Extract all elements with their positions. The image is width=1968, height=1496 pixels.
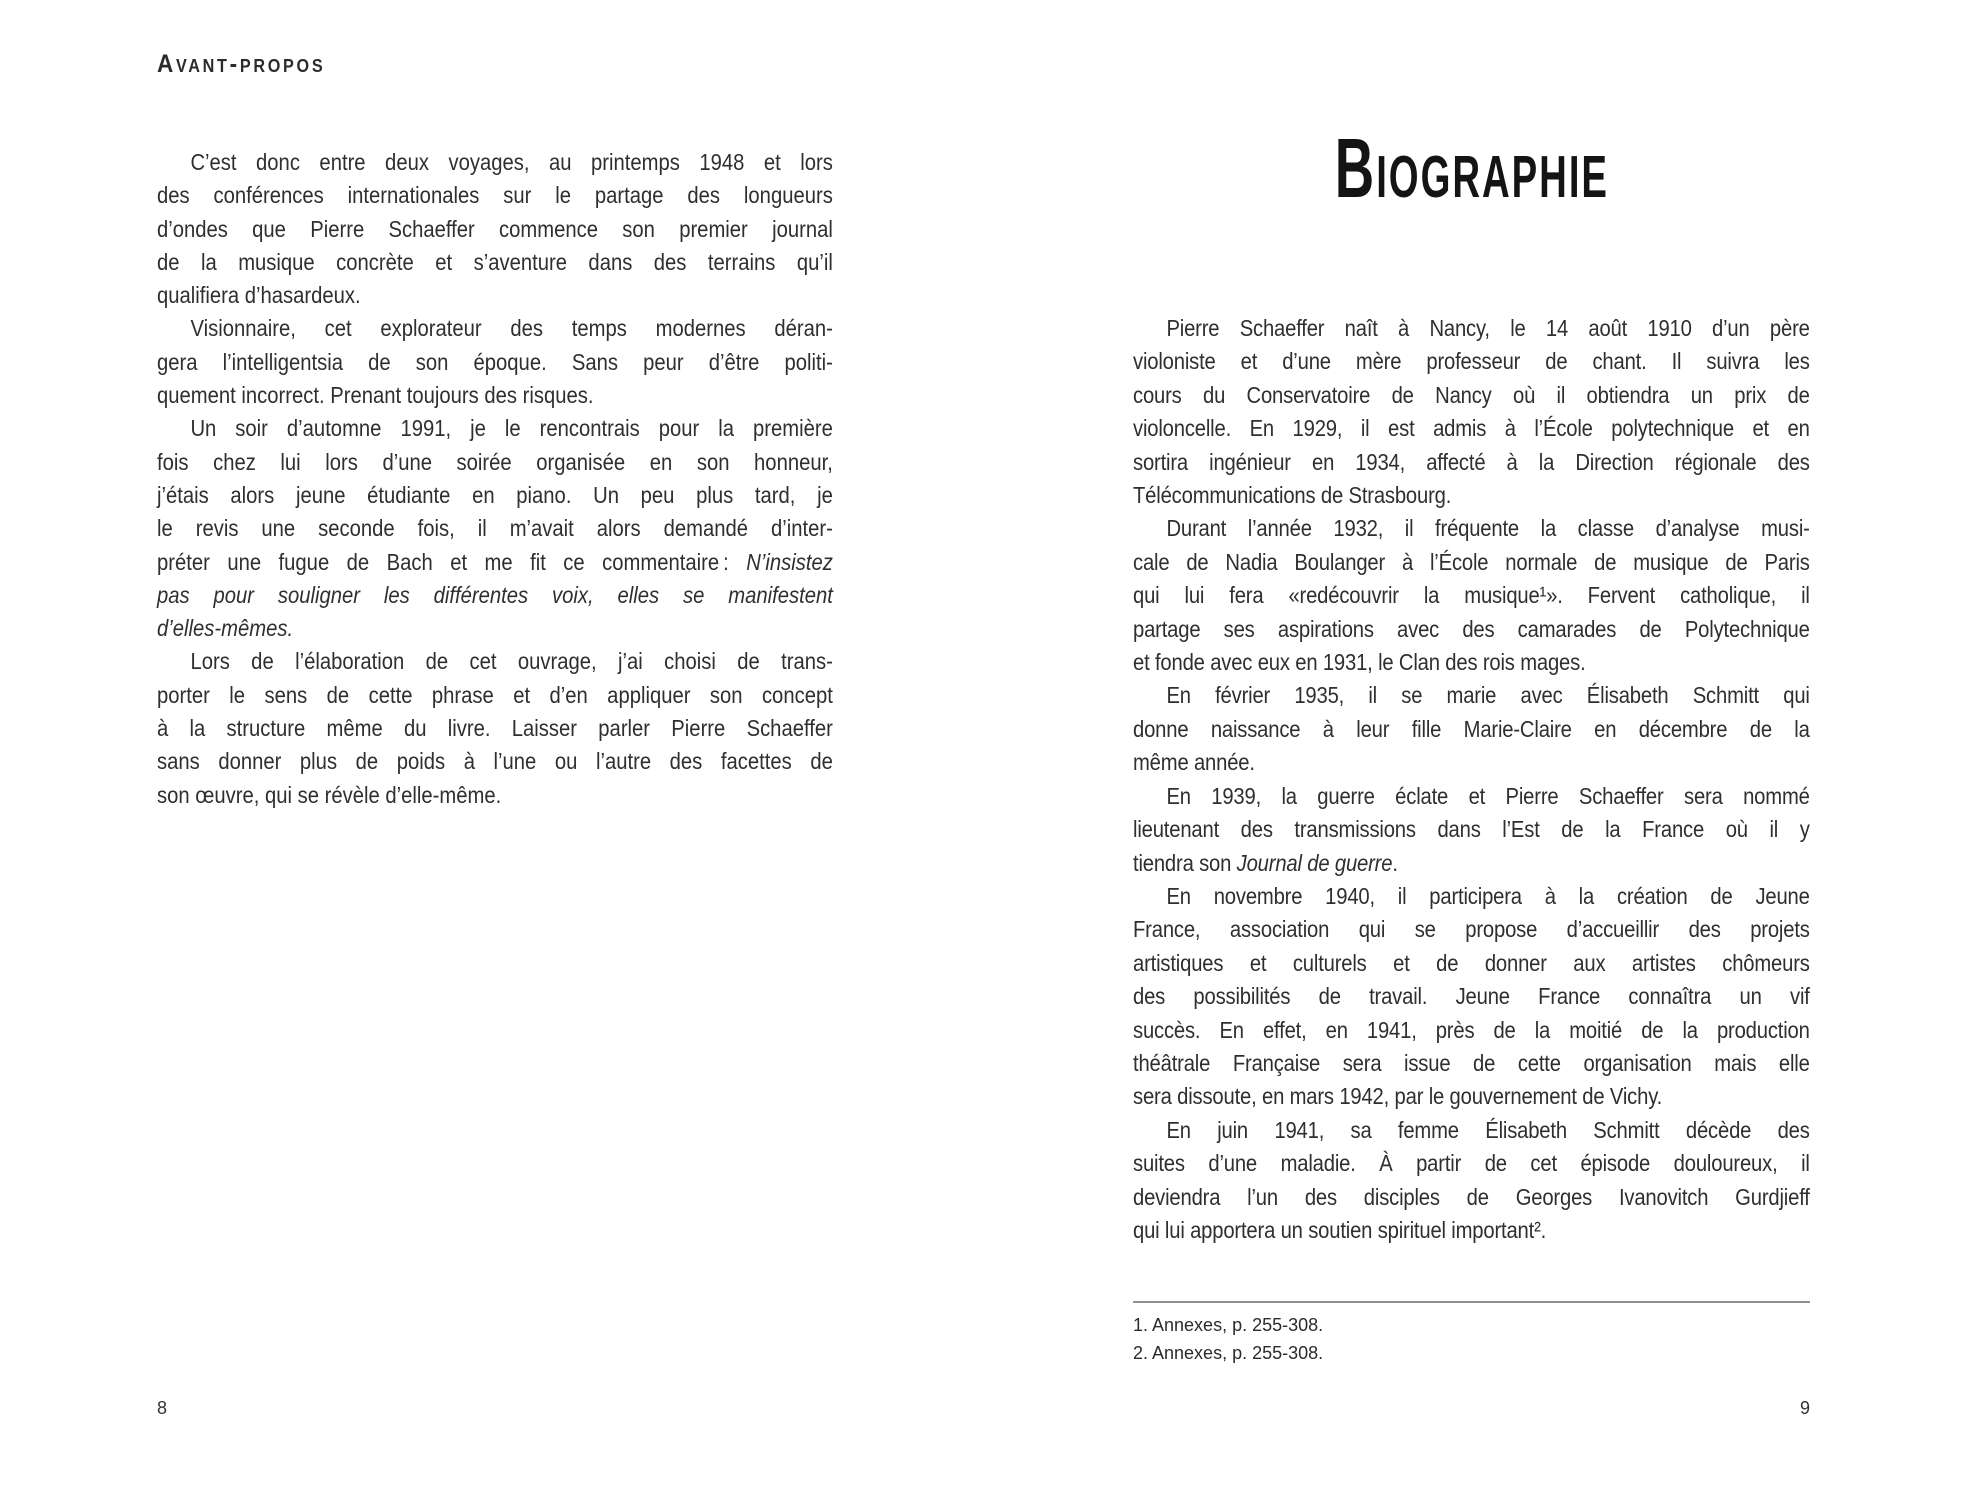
- text-line: En février 1935, il se marie avec Élisabeth Schmitt qui: [1166, 682, 1810, 709]
- text-line: succès. En effet, en 1941, près de la moitié de la production: [1133, 1016, 1810, 1043]
- text-line: à la structure même du livre. Laisser parler Pierre Schaeffer: [157, 715, 833, 742]
- text-line: préter une fugue de Bach et me fit ce commentaire : N’insistez: [157, 548, 833, 575]
- text-line: En novembre 1940, il participera à la création de Jeune: [1166, 882, 1810, 909]
- text-line: le revis une seconde fois, il m’avait alors demandé d’inter-: [157, 515, 833, 542]
- text-line: lieutenant des transmissions dans l’Est de la France où il y: [1133, 816, 1810, 843]
- text-line: Durant l’année 1932, il fréquente la classe d’analyse musi-: [1166, 515, 1810, 542]
- paragraph: [157, 412, 833, 645]
- text-line: j’étais alors jeune étudiante en piano. Un peu plus tard, je: [157, 481, 833, 508]
- paragraph: [1133, 512, 1810, 679]
- text-line: Télécommunications de Strasbourg.: [1133, 482, 1452, 509]
- paragraph: [157, 312, 833, 412]
- text-line: C’est donc entre deux voyages, au printemps 1948 et lors: [190, 149, 833, 175]
- text-line: sans donner plus de poids à l’une ou l’autre des facettes de: [157, 748, 833, 775]
- text-line: qualifiera d’hasardeux.: [157, 282, 361, 309]
- chapter-title-text: Biographie: [1334, 121, 1609, 215]
- text-line: et fonde avec eux en 1931, le Clan des rois mages.: [1133, 649, 1586, 676]
- text-line: France, association qui se propose d’accueillir des projets: [1133, 916, 1810, 943]
- text-line: porter le sens de cette phrase et d’en appliquer son concept: [157, 681, 833, 708]
- paragraph: [1133, 679, 1810, 779]
- text-line: donne naissance à leur fille Marie-Claire en décembre de la: [1133, 715, 1810, 742]
- chapter-title: [1133, 121, 1810, 215]
- paragraph: [1133, 1114, 1810, 1248]
- text-line: d’elles-mêmes.: [157, 615, 294, 642]
- left-page-body: [157, 146, 833, 812]
- paragraph: [1133, 312, 1810, 512]
- text-line: théâtrale Française sera issue de cette organisation mais elle: [1133, 1049, 1810, 1076]
- footnote-2: 2. Annexes, p. 255-308.: [1133, 1343, 1324, 1363]
- text-line: Pierre Schaeffer naît à Nancy, le 14 août 1910 d’un père: [1166, 315, 1810, 341]
- paragraph: [1133, 880, 1810, 1114]
- text-line: artistiques et culturels et de donner aux artistes chômeurs: [1133, 949, 1810, 976]
- text-line: deviendra l’un des disciples de Georges Ivanovitch Gurdjieff: [1133, 1183, 1810, 1210]
- text-line: des possibilités de travail. Jeune France connaîtra un vif: [1133, 983, 1810, 1010]
- text-line: En juin 1941, sa femme Élisabeth Schmitt décède des: [1166, 1116, 1810, 1143]
- text-line: violoniste et d’une mère professeur de chant. Il suivra les: [1133, 348, 1810, 375]
- text-line: En 1939, la guerre éclate et Pierre Schaeffer sera nommé: [1166, 782, 1810, 809]
- footnote-1: 1. Annexes, p. 255-308.: [1133, 1315, 1324, 1335]
- text-line: quement incorrect. Prenant toujours des risques.: [157, 382, 594, 409]
- text-line: cours du Conservatoire de Nancy où il obtiendra un prix de: [1133, 381, 1810, 408]
- paragraph: [1133, 780, 1810, 880]
- text-line: son œuvre, qui se révèle d’elle-même.: [157, 781, 502, 808]
- text-line: de la musique concrète et s’aventure dans des terrains qu’il: [157, 248, 833, 275]
- text-line: même année.: [1133, 749, 1255, 776]
- text-line: d’ondes que Pierre Schaeffer commence son premier journal: [157, 215, 833, 242]
- text-line: Lors de l’élaboration de cet ouvrage, j’ai choisi de trans-: [190, 648, 833, 675]
- right-page-body: [1133, 312, 1810, 1247]
- paragraph: [157, 146, 833, 312]
- running-header-text: Avant-propos: [157, 50, 326, 78]
- text-line: Un soir d’automne 1991, je le rencontrais pour la première: [190, 415, 833, 442]
- text-line: Visionnaire, cet explorateur des temps modernes déran-: [190, 315, 833, 342]
- text-line: sortira ingénieur en 1934, affecté à la Direction régionale des: [1133, 448, 1810, 475]
- text-line: tiendra son Journal de guerre.: [1133, 849, 1398, 876]
- text-line: qui lui apportera un soutien spirituel important².: [1133, 1216, 1547, 1243]
- text-line: sera dissoute, en mars 1942, par le gouvernement de Vichy.: [1133, 1083, 1663, 1110]
- text-line: fois chez lui lors d’une soirée organisée en son honneur,: [157, 448, 833, 475]
- text-line: violoncelle. En 1929, il est admis à l’École polytechnique et en: [1133, 415, 1810, 442]
- running-header: [157, 50, 344, 79]
- footnotes: [1133, 1301, 1810, 1367]
- page-number-right: 9: [1799, 1398, 1810, 1418]
- paragraph: [157, 645, 833, 811]
- text-line: gera l’intelligentsia de son époque. Sans peur d’être politi-: [157, 348, 833, 375]
- text-line: des conférences internationales sur le partage des longueurs: [157, 182, 833, 209]
- text-line: pas pour souligner les différentes voix, elles se manifestent: [157, 581, 833, 608]
- text-line: partage ses aspirations avec des camarades de Polytechnique: [1133, 615, 1810, 642]
- text-line: cale de Nadia Boulanger à l’École normale de musique de Paris: [1133, 548, 1810, 575]
- text-line: suites d’une maladie. À partir de cet épisode douloureux, il: [1133, 1150, 1810, 1177]
- page-number-left: 8: [157, 1398, 168, 1418]
- footnote-rule: [1133, 1301, 1810, 1303]
- text-line: qui lui fera «redécouvrir la musique¹». Fervent catholique, il: [1133, 582, 1810, 609]
